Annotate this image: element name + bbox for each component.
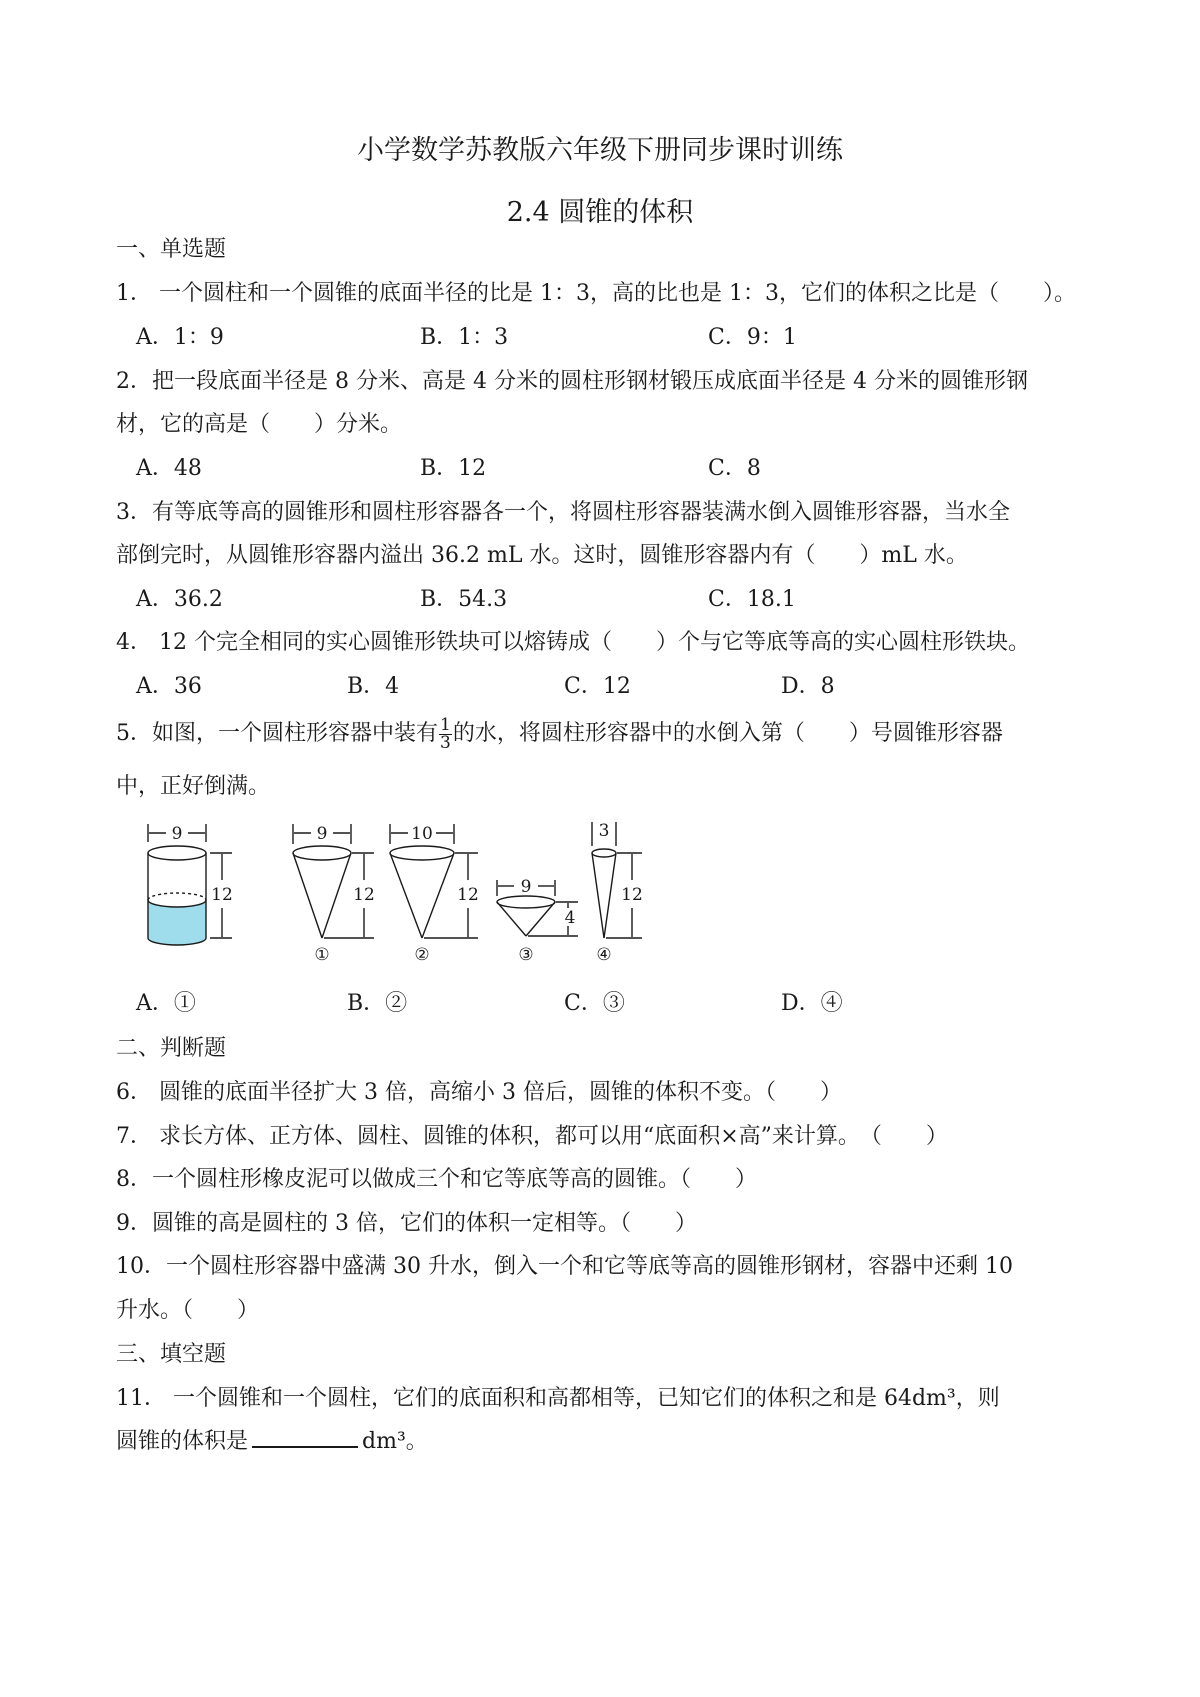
cone-1-width-label: 9 (316, 824, 328, 844)
question-5-option-b: B．② (347, 991, 408, 1016)
cone-3 (497, 877, 578, 965)
worksheet-title: 小学数学苏教版六年级下册同步课时训练 (357, 135, 843, 166)
cone-4-width-label: 3 (598, 821, 610, 841)
fraction-numerator: 1 (440, 714, 451, 735)
question-11-text-before-blank: 圆锥的体积是 (116, 1429, 249, 1454)
cone-1-height-label: 12 (353, 885, 375, 905)
cone-2-height-label: 12 (457, 885, 479, 905)
question-5-text-before-fraction: 5．如图，一个圆柱形容器中装有 (116, 721, 438, 746)
question-3-line-2: 部倒完时，从圆锥形容器内溢出 36.2 mL 水。这时，圆锥形容器内有（ ）mL 水。 (116, 543, 968, 568)
cylinder-height-label: 12 (211, 885, 233, 905)
question-3-option-b: B．54.3 (420, 587, 508, 612)
cone-2 (390, 824, 479, 965)
cylinder-width-label: 9 (171, 824, 183, 844)
cone-1-number: ① (314, 945, 330, 965)
question-8-text: 8．一个圆柱形橡皮泥可以做成三个和它等底等高的圆锥。（ ） (116, 1167, 757, 1192)
question-5-text-after-fraction: 的水，将圆柱形容器中的水倒入第（ ）号圆锥形容器 (452, 721, 1003, 746)
cylinder-top-rim (148, 846, 206, 860)
containers-figure (140, 818, 660, 968)
fraction-denominator: 3 (440, 732, 451, 753)
question-1-text: 1． 一个圆柱和一个圆锥的底面半径的比是 1：3，高的比也是 1：3，它们的体积之比是（ ）。 (116, 281, 1076, 306)
question-9-text: 9．圆锥的高是圆柱的 3 倍，它们的体积一定相等。（ ） (116, 1211, 697, 1236)
question-4-option-d: D．8 (781, 674, 835, 699)
question-11-line-2 (116, 1424, 428, 1455)
question-5-option-a: A．① (136, 991, 196, 1016)
question-3-line-1: 3．有等底等高的圆锥形和圆柱形容器各一个，将圆柱形容器装满水倒入圆锥形容器，当水全 (116, 500, 1011, 525)
cone-1 (293, 824, 375, 965)
question-5-line-1 (116, 716, 1003, 752)
question-2-line-1: 2．把一段底面半径是 8 分米、高是 4 分米的圆柱形钢材锻压成底面半径是 4 分米的圆锥形钢 (116, 369, 1028, 394)
question-3-option-c: C．18.1 (708, 587, 796, 612)
cone-3-height-label: 4 (564, 908, 576, 928)
cone-2-width-label: 10 (411, 824, 433, 844)
question-3-option-a: A．36.2 (136, 587, 223, 612)
section-heading-single-choice: 一、单选题 (116, 237, 227, 262)
question-10-line-2: 升水。（ ） (116, 1298, 260, 1323)
lesson-title: 2.4 圆锥的体积 (506, 197, 694, 228)
answer-blank[interactable] (252, 1424, 358, 1448)
question-4-text: 4． 12 个完全相同的实心圆锥形铁块可以熔铸成（ ）个与它等底等高的实心圆柱形铁块。 (116, 630, 1030, 655)
question-2-line-2: 材，它的高是（ ）分米。 (116, 412, 403, 437)
water-surface-back (148, 893, 206, 900)
cone-2-number: ② (414, 945, 430, 965)
one-third-fraction (439, 714, 452, 753)
cone-4-number: ④ (596, 945, 612, 965)
question-4-option-a: A．36 (136, 674, 202, 699)
cylinder-container (148, 824, 233, 945)
question-5-line-2: 中，正好倒满。 (116, 774, 271, 799)
question-2-option-b: B．12 (420, 456, 487, 481)
question-2-option-c: C．8 (708, 456, 761, 481)
question-7-text: 7． 求长方体、正方体、圆柱、圆锥的体积，都可以用“底面积×高”来计算。 （ ） (116, 1124, 948, 1149)
question-5-option-d: D．④ (781, 991, 843, 1016)
question-2-option-a: A．48 (136, 456, 202, 481)
cone-4 (592, 821, 643, 965)
question-4-option-c: C．12 (564, 674, 631, 699)
section-heading-fill-in: 三、填空题 (116, 1342, 227, 1367)
cone-4-height-label: 12 (621, 885, 643, 905)
question-1-option-c: C．9：1 (708, 325, 797, 350)
section-heading-true-false: 二、判断题 (116, 1036, 227, 1061)
question-11-unit: dm³。 (362, 1429, 428, 1454)
question-1-option-b: B．1：3 (420, 325, 509, 350)
cone-3-number: ③ (518, 945, 534, 965)
question-11-line-1: 11． 一个圆锥和一个圆柱，它们的底面积和高都相等，已知它们的体积之和是 64dm³，则 (116, 1386, 1000, 1411)
question-6-text: 6． 圆锥的底面半径扩大 3 倍，高缩小 3 倍后，圆锥的体积不变。（ ） (116, 1080, 842, 1105)
cone-3-width-label: 9 (520, 877, 532, 897)
question-10-line-1: 10．一个圆柱形容器中盛满 30 升水，倒入一个和它等底等高的圆锥形钢材，容器中还剩 10 (116, 1254, 1013, 1279)
question-1-option-a: A．1：9 (136, 325, 224, 350)
question-5-option-c: C．③ (564, 991, 625, 1016)
question-4-option-b: B．4 (347, 674, 400, 699)
